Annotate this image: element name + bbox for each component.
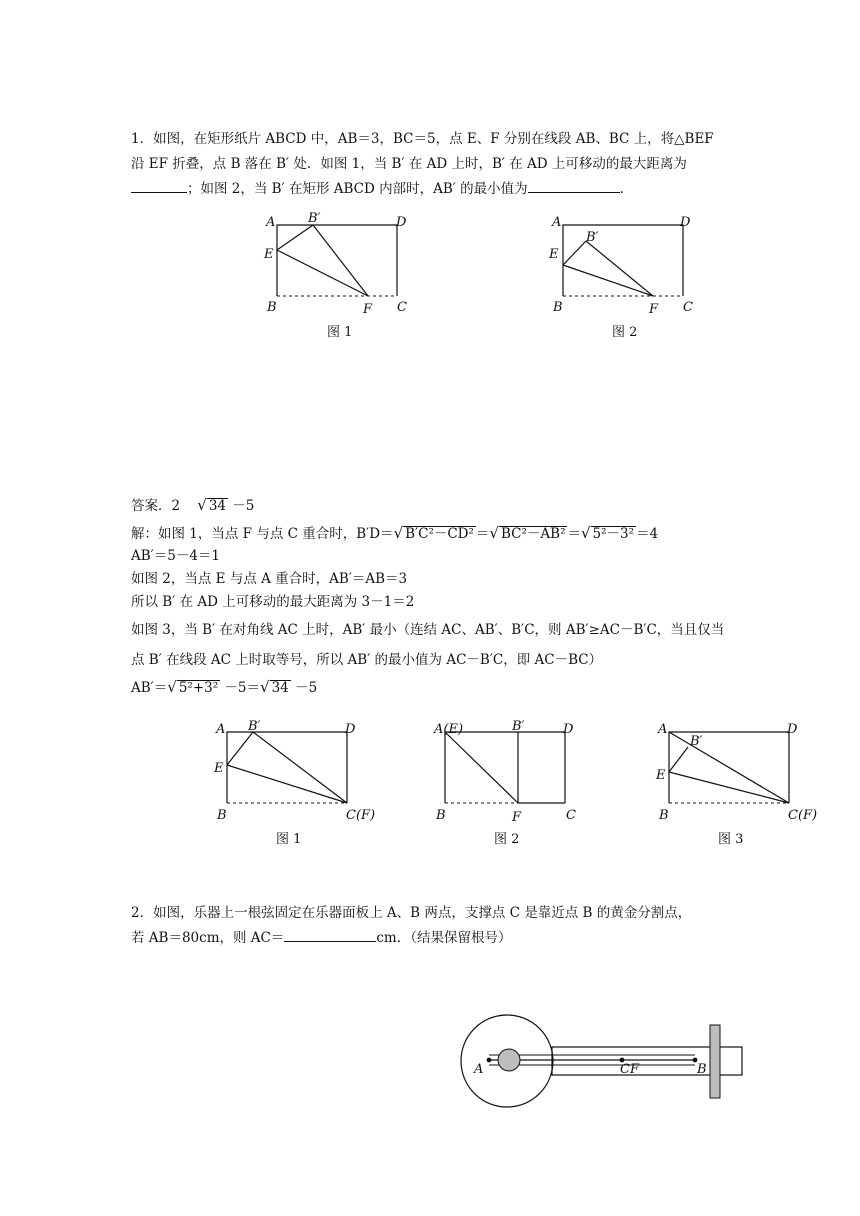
q1-line-2: 沿 EF 折叠，点 B 落在 B′ 处．如图 1，当 B′ 在 AD 上时，B′ 在 AD 上可移动的最大距离为 [131, 156, 687, 172]
fig2-mid-caption: 图 2 [494, 832, 520, 847]
figure-3-mid [655, 722, 817, 847]
svg-text:D: D [680, 215, 691, 230]
svg-text:A: A [216, 722, 226, 737]
svg-text:D: D [563, 722, 574, 737]
svg-text:C(F): C(F) [788, 808, 818, 823]
svg-text:E: E [214, 761, 224, 776]
svg-text:A: A [474, 1062, 484, 1077]
svg-text:A: A [552, 215, 562, 230]
figures-mid [200, 714, 840, 854]
svg-text:F: F [649, 302, 659, 317]
svg-text:B: B [697, 1062, 707, 1077]
svg-text:F: F [363, 302, 373, 317]
svg-text:B: B [217, 808, 227, 823]
svg-text:A: A [266, 215, 276, 230]
svg-text:D: D [345, 722, 356, 737]
figures-top [250, 208, 710, 348]
svg-text:B: B [267, 300, 277, 315]
fig2-top-caption: 图 2 [612, 325, 638, 340]
svg-text:E: E [656, 768, 666, 783]
answer-line-4: 所以 B′ 在 AD 上可移动的最大距离为 3－1＝2 [131, 594, 415, 610]
figure-2-top [548, 215, 693, 340]
q2-line-2: 若 AB＝80cm，则 AC＝ cm．（结果保留根号） [131, 930, 512, 946]
answer-line-3: 如图 2，当点 E 与点 A 重合时，AB′＝AB＝3 [131, 571, 408, 587]
point-a [487, 1058, 492, 1063]
q2-line-1: 2．如图，乐器上一根弦固定在乐器面板上 A、B 两点，支撑点 C 是靠近点 B 的黄金分割点， [131, 905, 692, 921]
svg-text:B: B [436, 808, 446, 823]
fig1-top-caption: 图 1 [327, 325, 353, 340]
svg-text:CF: CF [620, 1062, 639, 1077]
answer-line-5: 如图 3，当 B′ 在对角线 AC 上时，AB′ 最小（连结 AC、AB′、B′C，则 AB′≥AC－B′C，当且仅当 [131, 622, 725, 638]
svg-text:D: D [787, 722, 798, 737]
answer-blank-1[interactable] [131, 180, 187, 193]
figure-1-top [263, 211, 407, 340]
fig1-mid-caption: 图 1 [276, 832, 302, 847]
answer-line-6: 点 B′ 在线段 AC 上时取等号，所以 AB′ 的最小值为 AC－B′C，即 AC－BC） [131, 652, 603, 668]
svg-text:C: C [683, 300, 693, 315]
answer-line-1: 解：如图 1，当点 F 与点 C 重合时，B′D＝√ B′C²－CD² ＝√ BC²－AB² ＝√ 5²－3² ＝4 [131, 524, 659, 542]
svg-text:C: C [566, 808, 576, 823]
svg-text:A: A [658, 722, 668, 737]
fig3-mid-caption: 图 3 [718, 832, 744, 847]
svg-text:B′: B′ [690, 734, 703, 749]
answer-blank-3[interactable] [284, 929, 376, 942]
answer-line-2: AB′＝5－4＝1 [131, 548, 221, 564]
svg-text:D: D [396, 215, 407, 230]
figure-2-mid [433, 719, 576, 847]
answer-blank-2[interactable] [528, 180, 620, 193]
q1-line-3: ；如图 2，当 B′ 在矩形 ABCD 内部时，AB′ 的最小值为 . [131, 180, 624, 198]
svg-text:C: C [397, 300, 407, 315]
svg-text:B′: B′ [512, 719, 525, 734]
svg-text:F: F [512, 810, 522, 825]
svg-text:E: E [549, 247, 559, 262]
svg-text:B′: B′ [586, 230, 599, 245]
svg-text:B: B [553, 300, 563, 315]
svg-text:B′: B′ [308, 211, 321, 226]
figure-1-mid [213, 719, 375, 847]
answer-head: 答案．2 √ 34 －5 [131, 496, 255, 514]
q1-line-1: 1．如图，在矩形纸片 ABCD 中，AB＝3，BC＝5，点 E、F 分别在线段 AB、BC 上，将△BEF [131, 131, 714, 147]
svg-text:B′: B′ [248, 719, 261, 734]
svg-text:A(E): A(E) [434, 722, 464, 737]
svg-text:B: B [659, 808, 669, 823]
svg-text:C(F): C(F) [346, 808, 376, 823]
instrument-figure [455, 1010, 755, 1120]
svg-text:E: E [264, 247, 274, 262]
answer-line-7: AB′＝√ 5²+3² －5＝√ 34 －5 [131, 678, 318, 696]
